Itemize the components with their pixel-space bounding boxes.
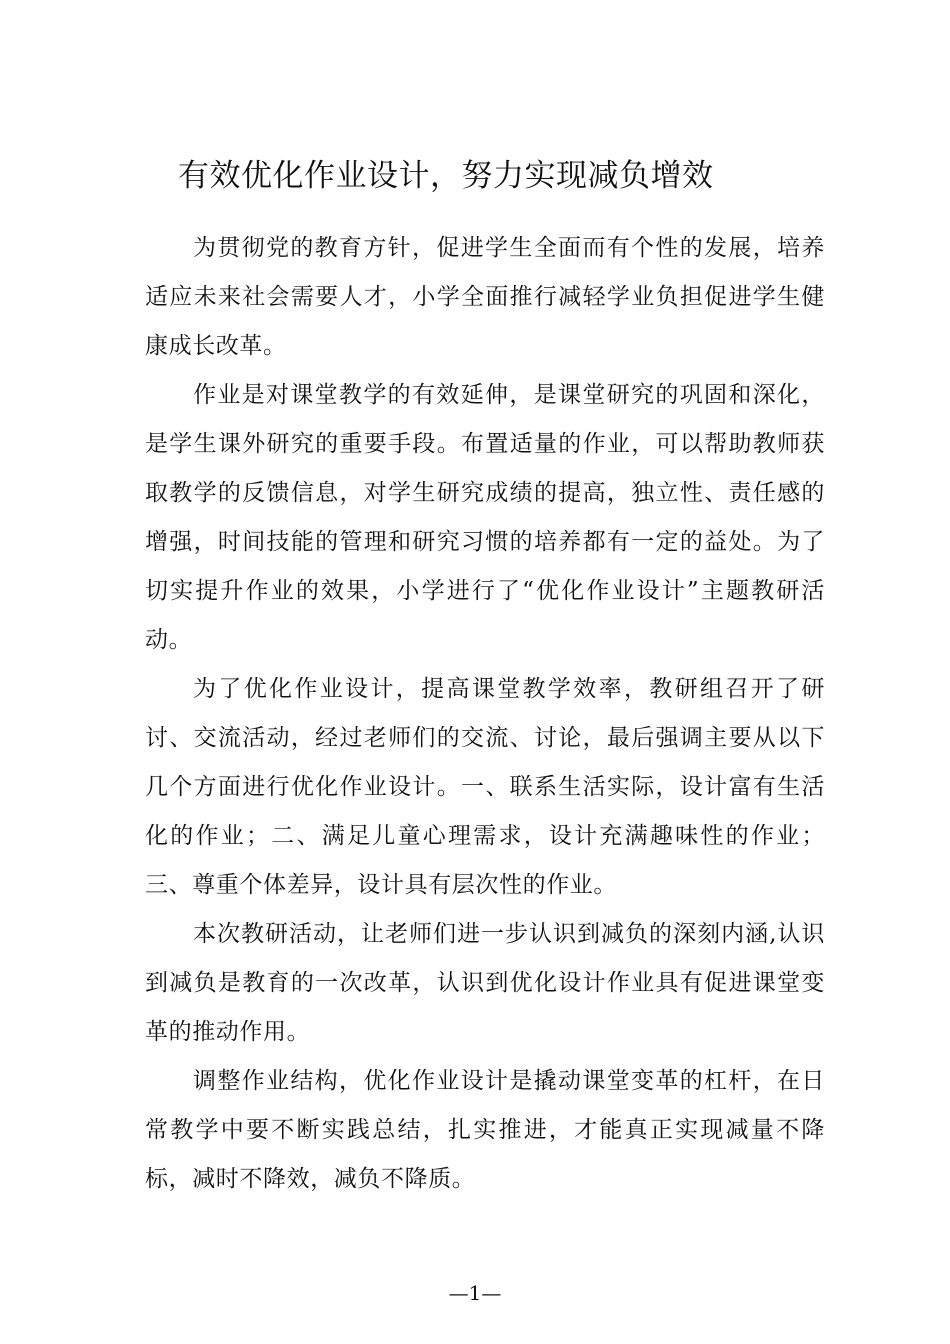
page-number: —1— <box>448 1281 502 1305</box>
document-title: 有效优化作业设计，努力实现减负增效 <box>178 158 714 194</box>
document-body <box>145 224 825 1204</box>
paragraph-3: 为了优化作业设计，提高课堂教学效率，教研组召开了研讨、交流活动，经过老师们的交流、讨论，最后强调主要从以下几个方面进行优化作业设计。一、联系生活实际，设计富有生活化的作业；二、满足儿童心理需求，设计充满趣味性的作业；三、尊重个体差异，设计具有层次性的作业。 <box>145 676 825 898</box>
paragraph-2: 作业是对课堂教学的有效延伸，是课堂研究的巩固和深化，是学生课外研究的重要手段。布置适量的作业，可以帮助教师获取教学的反馈信息，对学生研究成绩的提高，独立性、责任感的增强，时间技能的管理和研究习惯的培养都有一定的益处。为了切实提升作业的效果，小学进行了“优化作业设计”主题教研活动。 <box>145 382 825 653</box>
paragraph-5: 调整作业结构，优化作业设计是撬动课堂变革的杠杆，在日常教学中要不断实践总结，扎实推进，才能真正实现减量不降标，减时不降效，减负不降质。 <box>145 1068 825 1192</box>
paragraph-1: 为贯彻党的教育方针，促进学生全面而有个性的发展，培养适应未来社会需要人才，小学全面推行减轻学业负担促进学生健康成长改革。 <box>145 235 825 359</box>
paragraph-4: 本次教研活动，让老师们进一步认识到减负的深刻内涵,认识到减负是教育的一次改革，认识到优化设计作业具有促进课堂变革的推动作用。 <box>145 921 825 1045</box>
